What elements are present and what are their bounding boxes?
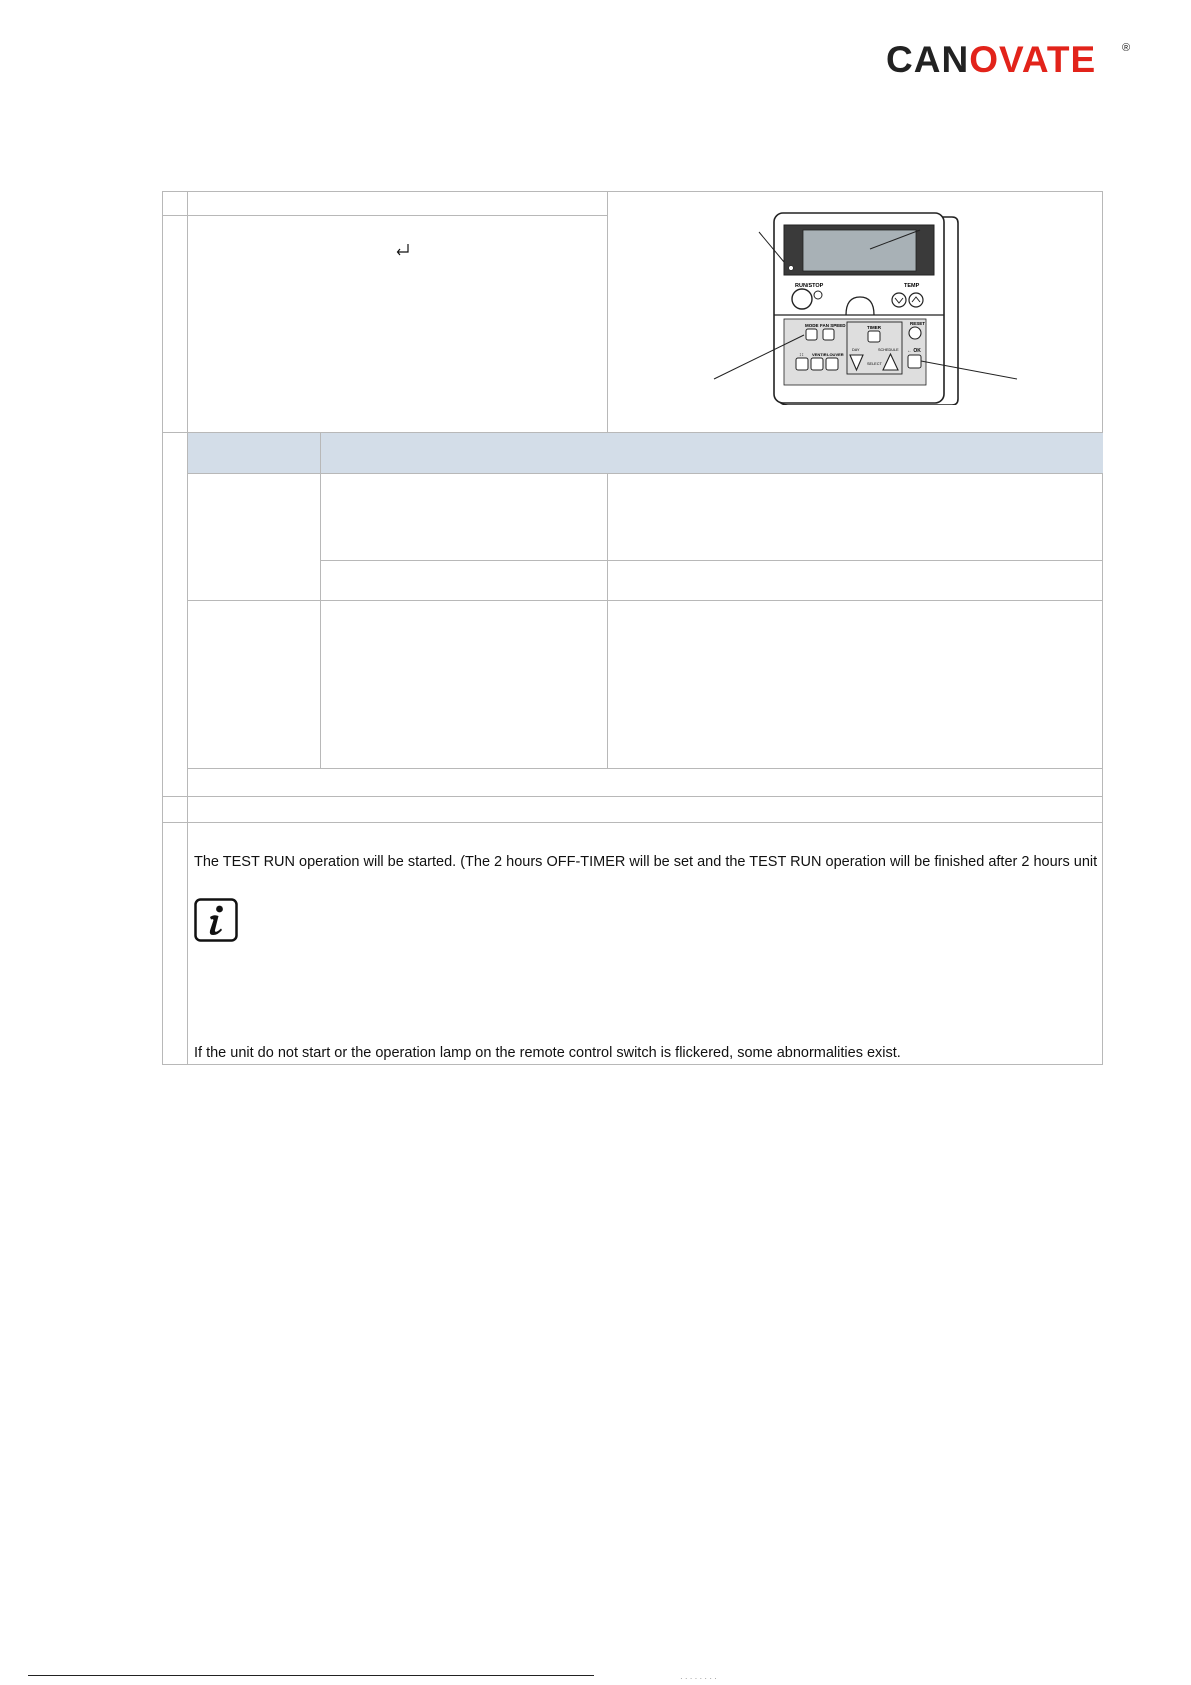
row-rule [162,822,1103,823]
louver-label: LOUVER [827,352,844,357]
diagram-column-divider [607,191,608,769]
row-rule [162,215,608,216]
canovate-logo [886,38,1131,82]
enter-return-icon [396,244,410,256]
ventir-label: VENTIR [812,352,827,357]
row-rule [188,768,1103,769]
logo-wordmark: CANOVATE [886,39,1097,80]
test-run-started-text: The TEST RUN operation will be started. (The 2 hours OFF-TIMER will be set and the TEST RUN operation will be finished after 2 hours unit [194,854,1098,870]
row-rule [188,473,1103,474]
footer-text: · · · · · · · · [680,1674,717,1683]
info-icon [194,898,238,942]
reset-label: RESET [910,321,926,326]
select-label: SELECT [867,362,882,366]
row-rule [162,796,1103,797]
footer-rule [28,1675,594,1676]
fan-speed-label: FAN SPEED [820,323,846,328]
registered-mark: ® [1122,42,1131,54]
mode-label: MODE [805,323,819,328]
run-stop-label: RUN/STOP [795,283,824,289]
row-rule [188,600,1103,601]
abnormality-text: If the unit do not start or the operation lamp on the remote control switch is flickered, some abnormalities exist. [194,1045,901,1061]
ok-label: ← OK [907,348,921,354]
day-label: DAY [852,348,860,352]
temp-label: TEMP [904,283,920,289]
step-column-divider [187,191,188,1065]
row-rule [320,560,1103,561]
remote-control-diagram [700,205,1030,405]
inner-table-header [188,433,1103,473]
timer-label: TIMER [867,325,881,330]
schedule-label: SCHEDULE [878,348,899,352]
swing-label: ↕↕ [799,352,804,358]
